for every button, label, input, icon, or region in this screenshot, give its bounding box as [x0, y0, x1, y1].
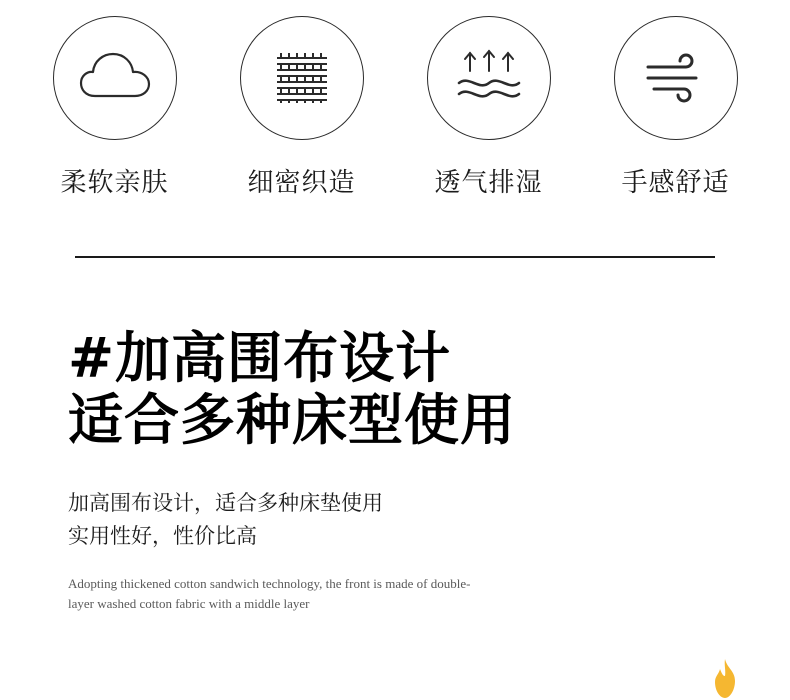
- headline-line-1: #加高围布设计: [68, 326, 452, 390]
- feature-circle: [53, 16, 177, 140]
- feature-label: 细密织造: [247, 168, 356, 198]
- headline-line-2: 适合多种床型使用: [68, 387, 517, 452]
- feature-circle: [240, 16, 364, 140]
- feature-label: 手感舒适: [621, 168, 730, 198]
- feature-item: [237, 16, 367, 199]
- section-divider: [75, 256, 715, 258]
- subtext-line-1: 加高围布设计，适合多种床垫使用: [68, 491, 383, 516]
- feature-label: 透气排湿: [434, 168, 543, 198]
- subtext-block: [68, 487, 790, 552]
- flame-icon: [708, 658, 742, 700]
- feature-label: 柔软亲肤: [60, 168, 169, 198]
- feature-circle: [614, 16, 738, 140]
- weave-icon: [271, 47, 333, 109]
- breathe-icon: [453, 47, 525, 109]
- english-description: Adopting thickened cotton sandwich technology, the front is made of double-layer washed cotton fabric with a middle layer: [68, 576, 471, 612]
- headline-block: [0, 328, 790, 615]
- cloud-icon: [78, 50, 152, 106]
- feature-item: [611, 16, 741, 199]
- feature-row: [0, 0, 790, 199]
- feature-item: [424, 16, 554, 199]
- feature-circle: [427, 16, 551, 140]
- feature-item: [50, 16, 180, 199]
- subtext-line-2: 实用性好，性价比高: [68, 523, 257, 548]
- wind-icon: [640, 53, 712, 103]
